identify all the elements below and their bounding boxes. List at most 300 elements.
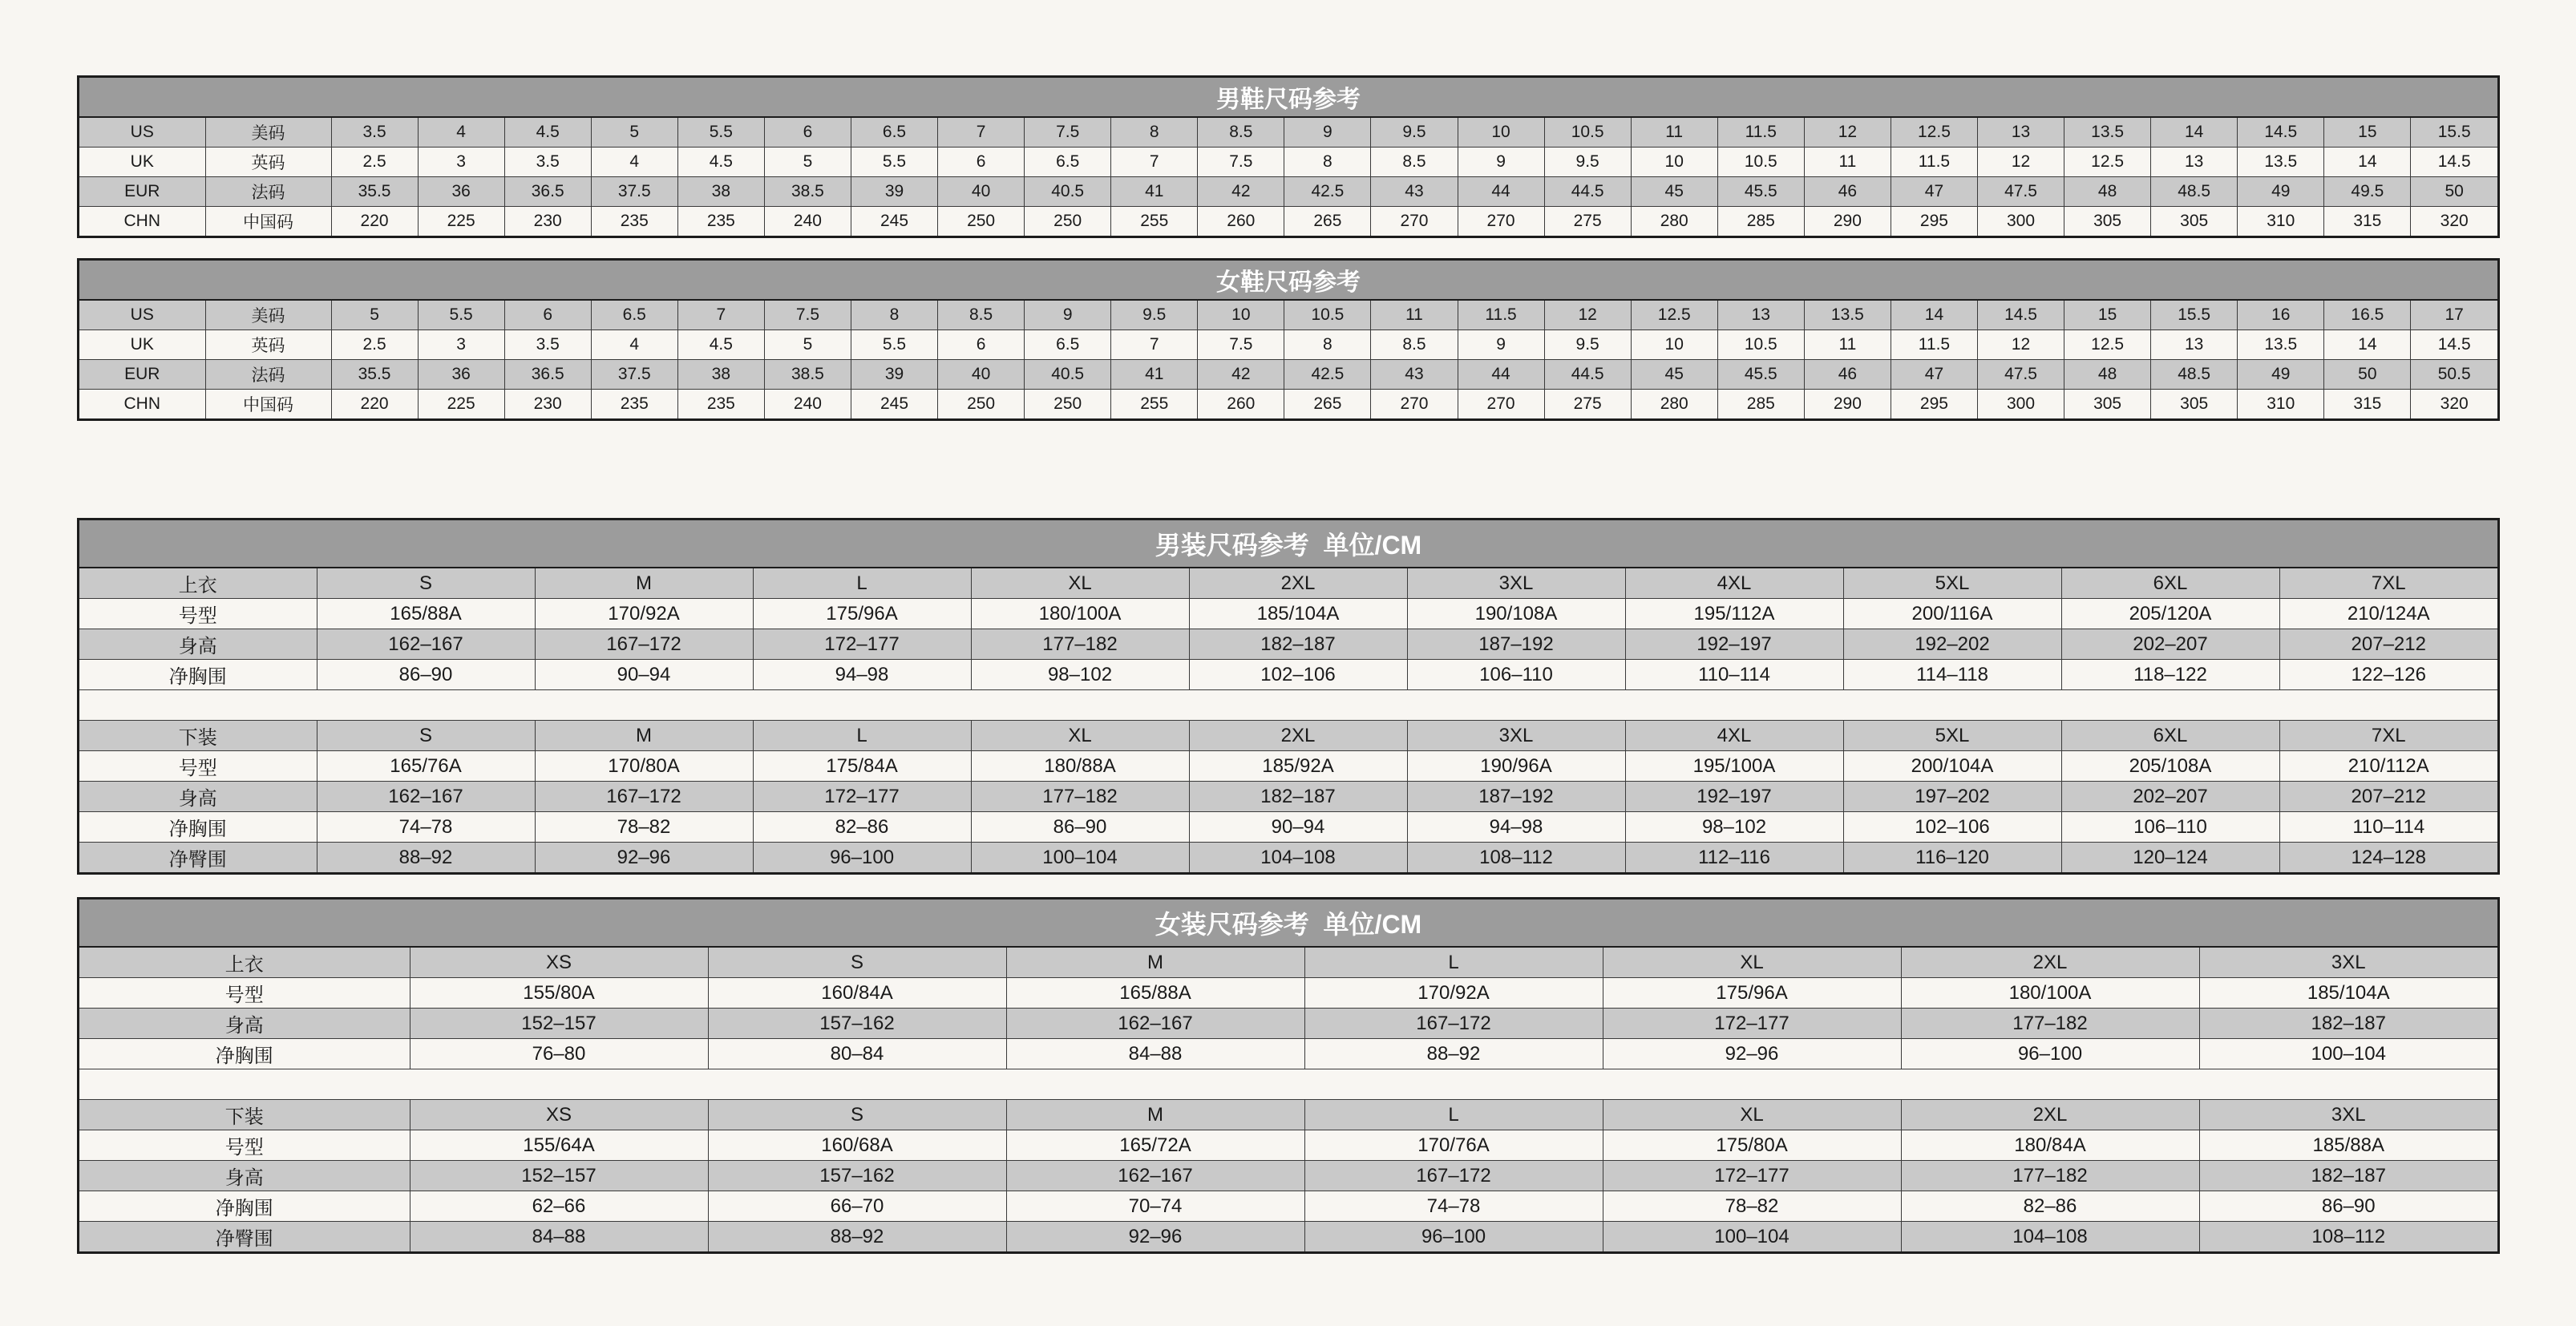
size-cell: 165/88A — [317, 599, 535, 629]
size-cell: 305 — [2151, 207, 2238, 236]
size-cell: 4.5 — [504, 118, 591, 148]
size-cell: 187–192 — [1407, 629, 1625, 660]
size-cell: 205/108A — [2061, 751, 2279, 782]
size-cell: 172–177 — [753, 782, 971, 812]
size-cell: 192–202 — [1843, 629, 2061, 660]
size-cell: 36 — [418, 360, 504, 390]
size-cell: 11.5 — [1458, 301, 1544, 330]
size-cell: 185/104A — [1189, 599, 1407, 629]
size-cell: 4.5 — [677, 330, 764, 360]
bottoms-size-row — [79, 1130, 2497, 1161]
size-cell: 7.5 — [764, 301, 851, 330]
size-cell: 172–177 — [1603, 1161, 1901, 1191]
size-cell: 5.5 — [677, 118, 764, 148]
size-cell: 108–112 — [1407, 843, 1625, 873]
size-cell: 9 — [1025, 301, 1111, 330]
size-cell: 177–182 — [971, 782, 1189, 812]
size-cell: 50.5 — [2411, 360, 2497, 390]
size-cell: 3 — [418, 330, 504, 360]
size-cell: 4XL — [1625, 721, 1843, 751]
size-cell: 290 — [1804, 207, 1891, 236]
size-cell: 14 — [1891, 301, 1977, 330]
size-cell: 235 — [591, 207, 677, 236]
size-cell: 4 — [591, 148, 677, 177]
size-cell: 12.5 — [2064, 148, 2151, 177]
size-cell: M — [1006, 948, 1304, 978]
spacer-row — [79, 1069, 2497, 1100]
size-cell: 155/80A — [410, 978, 708, 1009]
size-cell: 86–90 — [2199, 1191, 2497, 1222]
size-cell: 37.5 — [591, 177, 677, 207]
size-cell: 48.5 — [2151, 360, 2238, 390]
size-cell: 160/84A — [708, 978, 1006, 1009]
size-cell: 320 — [2411, 390, 2497, 419]
size-cell: 2XL — [1901, 948, 2199, 978]
size-cell: 5XL — [1843, 721, 2061, 751]
size-cell: 英码 — [205, 330, 331, 360]
size-cell: 46 — [1804, 177, 1891, 207]
size-cell: 40 — [938, 177, 1025, 207]
size-cell: 14 — [2324, 330, 2411, 360]
row-label: 净胸围 — [79, 812, 317, 843]
size-cell: 17 — [2411, 301, 2497, 330]
size-cell: 195/100A — [1625, 751, 1843, 782]
size-cell: 10 — [1631, 148, 1717, 177]
size-cell: 49 — [2238, 360, 2324, 390]
size-cell: 6 — [504, 301, 591, 330]
size-cell: 38 — [677, 360, 764, 390]
size-cell: 197–202 — [1843, 782, 2061, 812]
size-cell: 9.5 — [1544, 148, 1631, 177]
size-cell: 170/92A — [535, 599, 753, 629]
size-cell: S — [317, 721, 535, 751]
size-cell: 50 — [2411, 177, 2497, 207]
size-cell: XL — [1603, 948, 1901, 978]
row-label: EUR — [79, 177, 205, 207]
size-cell: 290 — [1804, 390, 1891, 419]
size-cell: 15.5 — [2411, 118, 2497, 148]
size-cell: XL — [971, 568, 1189, 599]
row-label: 下装 — [79, 721, 317, 751]
size-cell: 152–157 — [410, 1161, 708, 1191]
size-cell: 182–187 — [1189, 629, 1407, 660]
size-cell: 42 — [1198, 360, 1284, 390]
shoe-size-row — [79, 207, 2497, 236]
size-cell: 14.5 — [2238, 118, 2324, 148]
row-label: 上衣 — [79, 568, 317, 599]
size-cell: 86–90 — [317, 660, 535, 690]
size-cell: 80–84 — [708, 1039, 1006, 1069]
size-cell: 175/80A — [1603, 1130, 1901, 1161]
size-cell: 310 — [2238, 207, 2324, 236]
row-label: 上衣 — [79, 948, 410, 978]
size-cell: 5.5 — [851, 148, 937, 177]
size-cell: 11 — [1804, 148, 1891, 177]
row-label: 号型 — [79, 751, 317, 782]
size-cell: 10 — [1631, 330, 1717, 360]
size-cell: 280 — [1631, 207, 1717, 236]
size-cell: 102–106 — [1843, 812, 2061, 843]
size-cell: 3.5 — [504, 148, 591, 177]
size-cell: 124–128 — [2279, 843, 2497, 873]
size-cell: 90–94 — [535, 660, 753, 690]
size-cell: 185/104A — [2199, 978, 2497, 1009]
tops-size-row — [79, 629, 2497, 660]
size-cell: 7XL — [2279, 721, 2497, 751]
size-cell: 6.5 — [1025, 148, 1111, 177]
size-cell: 170/92A — [1304, 978, 1603, 1009]
size-cell: 11.5 — [1891, 330, 1977, 360]
size-cell: 8 — [1284, 148, 1371, 177]
size-cell: 185/88A — [2199, 1130, 2497, 1161]
size-cell: 美码 — [205, 118, 331, 148]
size-cell: 43 — [1371, 177, 1458, 207]
size-cell: 192–197 — [1625, 629, 1843, 660]
shoe-size-row — [79, 390, 2497, 419]
size-cell: 112–116 — [1625, 843, 1843, 873]
size-cell: 45.5 — [1717, 360, 1804, 390]
size-cell: 172–177 — [1603, 1009, 1901, 1039]
size-cell: 305 — [2151, 390, 2238, 419]
size-cell: 118–122 — [2061, 660, 2279, 690]
size-cell: 157–162 — [708, 1009, 1006, 1039]
size-cell: 2XL — [1189, 721, 1407, 751]
size-cell: 44.5 — [1544, 360, 1631, 390]
size-cell: 192–197 — [1625, 782, 1843, 812]
size-cell: 110–114 — [1625, 660, 1843, 690]
tops-size-row — [79, 660, 2497, 690]
size-cell: 165/76A — [317, 751, 535, 782]
size-cell: 2XL — [1901, 1100, 2199, 1130]
size-cell: 4.5 — [677, 148, 764, 177]
size-cell: 7XL — [2279, 568, 2497, 599]
row-label: 身高 — [79, 1161, 410, 1191]
row-label: UK — [79, 330, 205, 360]
size-cell: 35.5 — [331, 360, 418, 390]
size-cell: 13.5 — [1804, 301, 1891, 330]
size-cell: 11.5 — [1891, 148, 1977, 177]
size-cell: 225 — [418, 207, 504, 236]
size-cell: S — [708, 948, 1006, 978]
size-cell: S — [317, 568, 535, 599]
size-cell: 8 — [1284, 330, 1371, 360]
row-label: 身高 — [79, 782, 317, 812]
size-cell: 74–78 — [317, 812, 535, 843]
size-cell: 250 — [938, 207, 1025, 236]
size-cell: 7 — [938, 118, 1025, 148]
size-cell: 7.5 — [1198, 330, 1284, 360]
size-cell: 116–120 — [1843, 843, 2061, 873]
size-cell: L — [1304, 1100, 1603, 1130]
size-cell: 11 — [1804, 330, 1891, 360]
row-label: 号型 — [79, 978, 410, 1009]
size-cell: 2.5 — [331, 330, 418, 360]
size-cell: 122–126 — [2279, 660, 2497, 690]
size-cell: 7 — [677, 301, 764, 330]
tops-size-row — [79, 599, 2497, 629]
size-cell: 320 — [2411, 207, 2497, 236]
size-cell: 185/92A — [1189, 751, 1407, 782]
size-cell: 6.5 — [1025, 330, 1111, 360]
size-cell: 44.5 — [1544, 177, 1631, 207]
size-cell: 10.5 — [1284, 301, 1371, 330]
size-cell: 40 — [938, 360, 1025, 390]
row-label: US — [79, 118, 205, 148]
size-cell: 82–86 — [753, 812, 971, 843]
size-cell: 38.5 — [764, 177, 851, 207]
size-cell: 50 — [2324, 360, 2411, 390]
size-cell: 9.5 — [1111, 301, 1198, 330]
size-cell: 中国码 — [205, 207, 331, 236]
size-cell: XL — [971, 721, 1189, 751]
size-cell: 45.5 — [1717, 177, 1804, 207]
size-cell: 182–187 — [2199, 1009, 2497, 1039]
size-cell: 92–96 — [1006, 1222, 1304, 1252]
size-cell: 49 — [2238, 177, 2324, 207]
size-cell: 2XL — [1189, 568, 1407, 599]
size-cell: 96–100 — [1901, 1039, 2199, 1069]
size-cell: 14.5 — [1977, 301, 2064, 330]
row-label: 净臀围 — [79, 1222, 410, 1252]
size-cell: 162–167 — [317, 629, 535, 660]
size-cell: 100–104 — [2199, 1039, 2497, 1069]
size-cell: 220 — [331, 390, 418, 419]
size-cell: 250 — [1025, 390, 1111, 419]
size-cell: 120–124 — [2061, 843, 2279, 873]
size-cell: 195/112A — [1625, 599, 1843, 629]
size-cell: 180/100A — [1901, 978, 2199, 1009]
size-cell: 9 — [1458, 330, 1544, 360]
size-cell: 305 — [2064, 390, 2151, 419]
size-cell: 84–88 — [1006, 1039, 1304, 1069]
size-cell: 162–167 — [1006, 1009, 1304, 1039]
size-cell: 15 — [2324, 118, 2411, 148]
size-cell: 240 — [764, 207, 851, 236]
row-label: CHN — [79, 390, 205, 419]
size-cell: 6 — [938, 330, 1025, 360]
size-cell: 66–70 — [708, 1191, 1006, 1222]
size-cell: 175/96A — [753, 599, 971, 629]
size-cell: 38.5 — [764, 360, 851, 390]
size-cell: 207–212 — [2279, 782, 2497, 812]
size-cell: 9 — [1284, 118, 1371, 148]
size-cell: 13 — [2151, 330, 2238, 360]
size-cell: 5.5 — [418, 301, 504, 330]
shoe-size-row — [79, 177, 2497, 207]
size-cell: 170/76A — [1304, 1130, 1603, 1161]
size-cell: 12 — [1544, 301, 1631, 330]
size-cell: 175/96A — [1603, 978, 1901, 1009]
size-cell: S — [708, 1100, 1006, 1130]
size-cell: 245 — [851, 207, 937, 236]
women-clothing-table-title: 女装尺码参考 单位/CM — [79, 899, 2497, 948]
size-cell: 285 — [1717, 207, 1804, 236]
size-cell: 45 — [1631, 177, 1717, 207]
size-cell: 160/68A — [708, 1130, 1006, 1161]
size-cell: 47.5 — [1977, 177, 2064, 207]
size-cell: 300 — [1977, 390, 2064, 419]
row-label: UK — [79, 148, 205, 177]
size-cell: 270 — [1458, 390, 1544, 419]
size-cell: 240 — [764, 390, 851, 419]
size-cell: 36.5 — [504, 177, 591, 207]
size-cell: 4 — [418, 118, 504, 148]
size-cell: 36.5 — [504, 360, 591, 390]
row-label: 净胸围 — [79, 660, 317, 690]
size-cell: 3XL — [2199, 1100, 2497, 1130]
size-cell: 7.5 — [1025, 118, 1111, 148]
size-cell: 49.5 — [2324, 177, 2411, 207]
size-cell: 48 — [2064, 177, 2151, 207]
shoe-size-row — [79, 301, 2497, 330]
shoe-size-row — [79, 148, 2497, 177]
size-cell: 182–187 — [2199, 1161, 2497, 1191]
size-cell: 98–102 — [1625, 812, 1843, 843]
size-cell: 177–182 — [1901, 1161, 2199, 1191]
size-cell: 43 — [1371, 360, 1458, 390]
size-cell: 280 — [1631, 390, 1717, 419]
size-cell: 88–92 — [1304, 1039, 1603, 1069]
size-cell: 10.5 — [1717, 330, 1804, 360]
size-cell: 9 — [1458, 148, 1544, 177]
size-cell: 250 — [1025, 207, 1111, 236]
row-label: CHN — [79, 207, 205, 236]
men-shoe-size-table — [77, 75, 2500, 238]
size-cell: 100–104 — [971, 843, 1189, 873]
size-cell: 210/124A — [2279, 599, 2497, 629]
size-cell: 2.5 — [331, 148, 418, 177]
bottoms-size-row — [79, 1191, 2497, 1222]
size-cell: 44 — [1458, 360, 1544, 390]
women-shoe-size-table — [77, 258, 2500, 421]
size-cell: 230 — [504, 207, 591, 236]
size-cell: 4XL — [1625, 568, 1843, 599]
size-cell: L — [1304, 948, 1603, 978]
size-cell: 100–104 — [1603, 1222, 1901, 1252]
size-cell: 47 — [1891, 177, 1977, 207]
size-cell: 11 — [1631, 118, 1717, 148]
size-cell: 177–182 — [971, 629, 1189, 660]
size-cell: 260 — [1198, 207, 1284, 236]
size-cell: 12 — [1804, 118, 1891, 148]
size-cell: 220 — [331, 207, 418, 236]
tops-size-row — [79, 948, 2497, 978]
size-cell: 265 — [1284, 390, 1371, 419]
size-cell: 70–74 — [1006, 1191, 1304, 1222]
size-cell: 106–110 — [2061, 812, 2279, 843]
size-cell: 10 — [1198, 301, 1284, 330]
tops-size-row — [79, 978, 2497, 1009]
size-cell: 250 — [938, 390, 1025, 419]
size-cell: 180/100A — [971, 599, 1189, 629]
size-cell: 中国码 — [205, 390, 331, 419]
size-cell: 42.5 — [1284, 177, 1371, 207]
size-cell: 12.5 — [2064, 330, 2151, 360]
size-cell: 40.5 — [1025, 360, 1111, 390]
women-clothing-size-table — [77, 897, 2500, 1254]
bottoms-size-row — [79, 721, 2497, 751]
size-cell: 48.5 — [2151, 177, 2238, 207]
size-cell: 177–182 — [1901, 1009, 2199, 1039]
men-shoe-grid — [79, 118, 2497, 236]
size-cell: 5 — [331, 301, 418, 330]
size-cell: 88–92 — [317, 843, 535, 873]
size-cell: 106–110 — [1407, 660, 1625, 690]
row-label: 号型 — [79, 1130, 410, 1161]
size-cell: 78–82 — [535, 812, 753, 843]
size-cell: 6 — [938, 148, 1025, 177]
size-cell: 205/120A — [2061, 599, 2279, 629]
size-cell: L — [753, 721, 971, 751]
size-cell: 46 — [1804, 360, 1891, 390]
size-cell: 315 — [2324, 207, 2411, 236]
size-cell: 44 — [1458, 177, 1544, 207]
size-cell: 152–157 — [410, 1009, 708, 1039]
size-cell: 14 — [2151, 118, 2238, 148]
size-cell: 11 — [1371, 301, 1458, 330]
size-cell: 295 — [1891, 390, 1977, 419]
size-cell: 235 — [677, 207, 764, 236]
size-cell: 275 — [1544, 390, 1631, 419]
size-cell: 108–112 — [2199, 1222, 2497, 1252]
size-cell: XS — [410, 1100, 708, 1130]
size-cell: 180/88A — [971, 751, 1189, 782]
size-cell: 47.5 — [1977, 360, 2064, 390]
size-cell: M — [535, 568, 753, 599]
size-cell: 167–172 — [535, 782, 753, 812]
tops-size-row — [79, 1009, 2497, 1039]
size-cell: XL — [1603, 1100, 1901, 1130]
size-cell: 82–86 — [1901, 1191, 2199, 1222]
size-cell: 13 — [2151, 148, 2238, 177]
size-cell: 162–167 — [317, 782, 535, 812]
size-cell: 315 — [2324, 390, 2411, 419]
size-cell: 12.5 — [1631, 301, 1717, 330]
row-label: 身高 — [79, 629, 317, 660]
size-cell: 255 — [1111, 207, 1198, 236]
size-cell: 175/84A — [753, 751, 971, 782]
women-shoe-table-title: 女鞋尺码参考 — [79, 261, 2497, 301]
size-cell: 5 — [764, 330, 851, 360]
size-cell: 8.5 — [1371, 148, 1458, 177]
women-clothing-grid — [79, 948, 2497, 1251]
size-cell: 202–207 — [2061, 782, 2279, 812]
bottoms-size-row — [79, 1222, 2497, 1252]
size-cell: 5 — [591, 118, 677, 148]
size-cell: 187–192 — [1407, 782, 1625, 812]
size-cell: 14 — [2324, 148, 2411, 177]
size-cell: 11.5 — [1717, 118, 1804, 148]
size-cell: 8.5 — [1371, 330, 1458, 360]
size-cell: 190/96A — [1407, 751, 1625, 782]
size-cell: 45 — [1631, 360, 1717, 390]
size-cell: 16 — [2238, 301, 2324, 330]
size-cell: 155/64A — [410, 1130, 708, 1161]
men-clothing-size-table — [77, 518, 2500, 875]
size-cell: 13.5 — [2064, 118, 2151, 148]
size-cell: 92–96 — [1603, 1039, 1901, 1069]
size-cell: 10.5 — [1544, 118, 1631, 148]
size-cell: 96–100 — [753, 843, 971, 873]
size-cell: 98–102 — [971, 660, 1189, 690]
size-cell: 295 — [1891, 207, 1977, 236]
size-cell: 5 — [764, 148, 851, 177]
size-cell: 265 — [1284, 207, 1371, 236]
size-cell: 5XL — [1843, 568, 2061, 599]
size-cell: 94–98 — [1407, 812, 1625, 843]
size-cell: 14.5 — [2411, 330, 2497, 360]
bottoms-size-row — [79, 782, 2497, 812]
